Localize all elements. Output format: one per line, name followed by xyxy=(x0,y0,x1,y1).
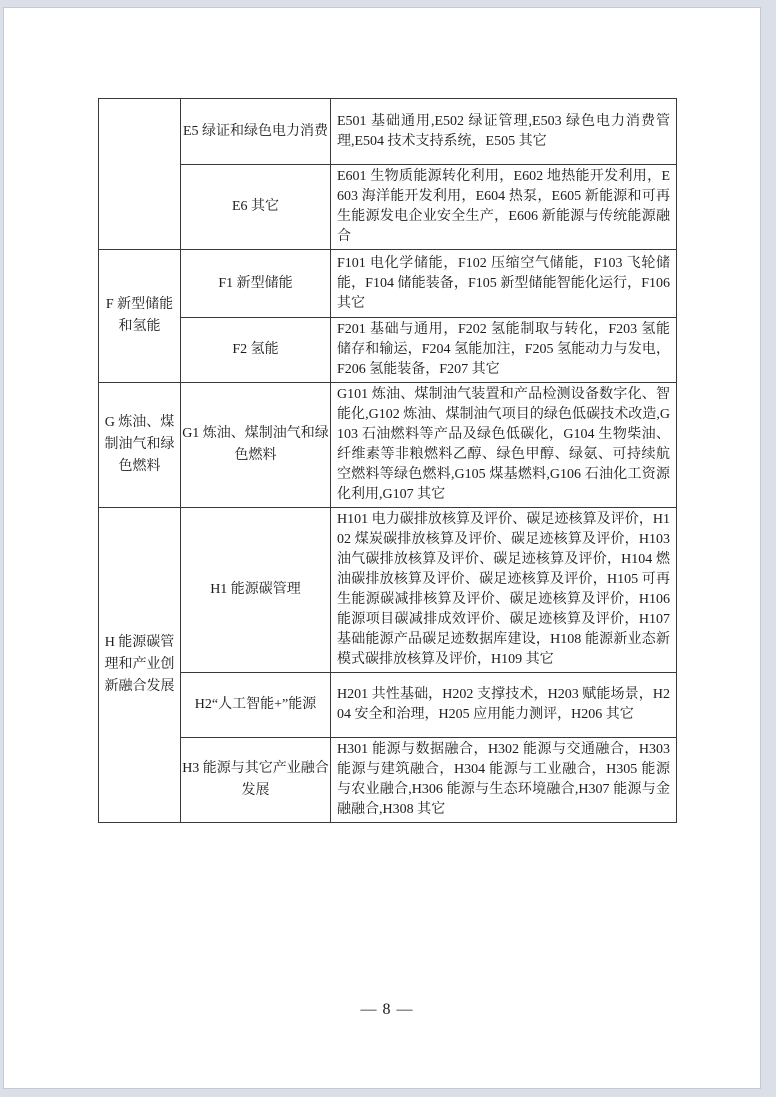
table-row xyxy=(99,99,677,165)
detail-cell-e6: E601 生物质能源转化利用，E602 地热能开发利用，E603 海洋能开发利用，E604 热泵，E605 新能源和可再生能源发电企业安全生产，E606 新能源与传统能源融合 xyxy=(331,165,677,250)
table-row xyxy=(99,738,677,823)
detail-cell-h1: H101 电力碳排放核算及评价、碳足迹核算及评价，H102 煤炭碳排放核算及评价、碳足迹核算及评价，H103 油气碳排放核算及评价、碳足迹核算及评价，H104 燃油碳排放核算及评价、碳足迹核算及评价，H105 可再生能源碳减排核算及评价、碳足迹核算及评价，H106 能源项目碳减排成效评价、碳足迹核算及评价，H107 基础能源产品碳足迹数据库建设，H108 能源新业态新模式碳排放核算及评价，H109 其它 xyxy=(331,508,677,673)
table-row xyxy=(99,383,677,508)
subcategory-cell-e6: E6 其它 xyxy=(181,165,331,250)
subcategory-cell-h1: H1 能源碳管理 xyxy=(181,508,331,673)
detail-cell-e5: E501 基础通用,E502 绿证管理,E503 绿色电力消费管理,E504 技术支持系统，E505 其它 xyxy=(331,99,677,165)
table-row xyxy=(99,673,677,738)
subcategory-cell-h2: H2“人工智能+”能源 xyxy=(181,673,331,738)
table-row xyxy=(99,250,677,318)
detail-cell-f1: F101 电化学储能，F102 压缩空气储能，F103 飞轮储能，F104 储能装备，F105 新型储能智能化运行，F106 其它 xyxy=(331,250,677,318)
subcategory-cell-f1: F1 新型储能 xyxy=(181,250,331,318)
subcategory-cell-e5: E5 绿证和绿色电力消费 xyxy=(181,99,331,165)
table-row xyxy=(99,318,677,383)
page-number: — 8 — xyxy=(360,1001,414,1018)
detail-cell-h3: H301 能源与数据融合，H302 能源与交通融合，H303 能源与建筑融合，H304 能源与工业融合，H305 能源与农业融合,H306 能源与生态环境融合,H307 能源与金融融合,H308 其它 xyxy=(331,738,677,823)
detail-cell-h2: H201 共性基础，H202 支撑技术，H203 赋能场景，H204 安全和治理，H205 应用能力测评，H206 其它 xyxy=(331,673,677,738)
subcategory-cell-f2: F2 氢能 xyxy=(181,318,331,383)
energy-classification-table xyxy=(98,98,677,823)
category-cell-h: H 能源碳管理和产业创新融合发展 xyxy=(99,508,181,823)
category-cell-g: G 炼油、煤制油气和绿色燃料 xyxy=(99,383,181,508)
category-cell-f: F 新型储能和氢能 xyxy=(99,250,181,383)
table-row xyxy=(99,165,677,250)
category-cell-e-continued xyxy=(99,99,181,250)
subcategory-cell-g1: G1 炼油、煤制油气和绿色燃料 xyxy=(181,383,331,508)
table-row xyxy=(99,508,677,673)
subcategory-cell-h3: H3 能源与其它产业融合发展 xyxy=(181,738,331,823)
detail-cell-g1: G101 炼油、煤制油气装置和产品检测设备数字化、智能化,G102 炼油、煤制油气项目的绿色低碳技术改造,G103 石油燃料等产品及绿色低碳化，G104 生物柴油、纤维素等非粮燃料乙醇、绿色甲醇、绿氨、可持续航空燃料等绿色燃料,G105 煤基燃料,G106 石油化工资源化利用,G107 其它 xyxy=(331,383,677,508)
detail-cell-f2: F201 基础与通用，F202 氢能制取与转化，F203 氢能储存和输运，F204 氢能加注，F205 氢能动力与发电，F206 氢能装备，F207 其它 xyxy=(331,318,677,383)
document-page xyxy=(3,7,761,1089)
